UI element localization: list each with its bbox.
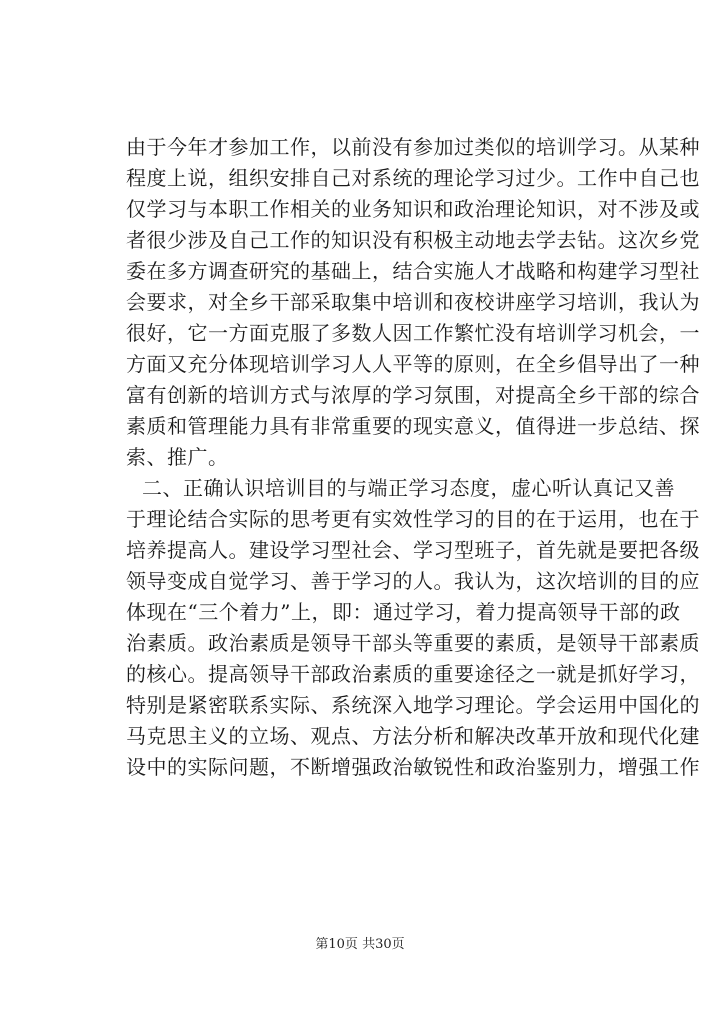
text-line: 设中的实际问题，不断增强政治敏锐性和政治鉴别力，增强工作 bbox=[126, 755, 700, 779]
text-line: 治素质。政治素质是领导干部头等重要的素质，是领导干部素质 bbox=[126, 631, 700, 655]
text-line: 素质和管理能力具有非常重要的现实意义，值得进一步总结、探 bbox=[126, 414, 700, 438]
page-number-footer: 第10页 共30页 bbox=[315, 937, 405, 952]
text-line: 者很少涉及自己工作的知识没有积极主动地去学去钻。这次乡党 bbox=[126, 228, 700, 252]
text-line: 马克思主义的立场、观点、方法分析和解决改革开放和现代化建 bbox=[126, 724, 700, 748]
text-line: 方面又充分体现培训学习人人平等的原则，在全乡倡导出了一种 bbox=[126, 352, 700, 376]
text-line: 程度上说，组织安排自己对系统的理论学习过少。工作中自己也 bbox=[126, 166, 700, 190]
text-line: 委在多方调查研究的基础上，结合实施人才战略和构建学习型社 bbox=[126, 259, 700, 283]
text-line: 很好，它一方面克服了多数人因工作繁忙没有培训学习机会，一 bbox=[126, 321, 700, 345]
text-line: 索、推广。 bbox=[126, 445, 229, 469]
body-text bbox=[126, 132, 700, 783]
paragraph-heading-line: 二、正确认识培训目的与端正学习态度，虚心听认真记又善 bbox=[142, 476, 675, 500]
text-line: 特别是紧密联系实际、系统深入地学习理论。学会运用中国化的 bbox=[126, 693, 700, 717]
text-line: 的核心。提高领导干部政治素质的重要途径之一就是抓好学习， bbox=[126, 662, 700, 686]
text-line: 于理论结合实际的思考更有实效性学习的目的在于运用，也在于 bbox=[126, 507, 700, 531]
text-line: 仅学习与本职工作相关的业务知识和政治理论知识，对不涉及或 bbox=[126, 197, 700, 221]
text-line: 由于今年才参加工作，以前没有参加过类似的培训学习。从某种 bbox=[126, 135, 700, 159]
text-line: 培养提高人。建设学习型社会、学习型班子，首先就是要把各级 bbox=[126, 538, 700, 562]
text-line: 领导变成自觉学习、善于学习的人。我认为，这次培训的目的应 bbox=[126, 569, 700, 593]
text-line: 会要求，对全乡干部采取集中培训和夜校讲座学习培训，我认为 bbox=[126, 290, 700, 314]
text-line: 富有创新的培训方式与浓厚的学习氛围，对提高全乡干部的综合 bbox=[126, 383, 700, 407]
text-line: 体现在“三个着力”上，即：通过学习，着力提高领导干部的政 bbox=[126, 600, 681, 624]
